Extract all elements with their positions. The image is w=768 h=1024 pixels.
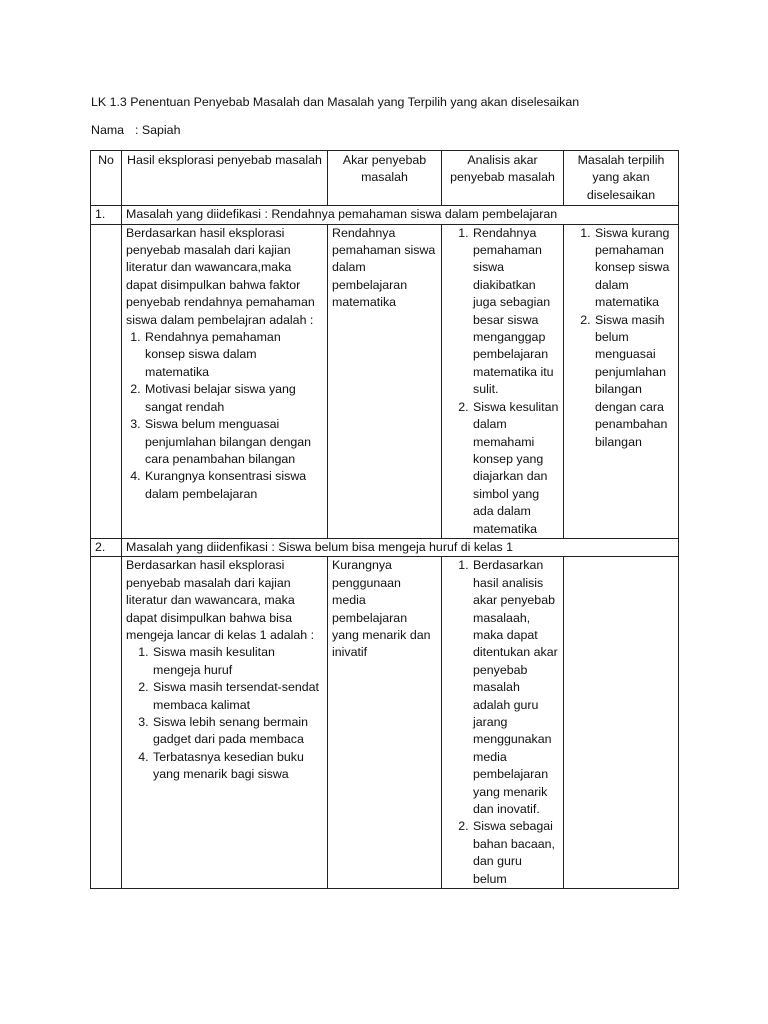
akar-cell: Kurangnya penggunaan media pembelajaran yang menarik dan inivatif	[328, 557, 442, 889]
table-header-row	[91, 151, 679, 206]
section-number: 2.	[91, 538, 122, 556]
section-title: Masalah yang diidenfikasi : Siswa belum bisa mengeja huruf di kelas 1	[122, 538, 679, 556]
section-content-row	[91, 557, 679, 889]
list-item: 1. Siswa masih kesulitan mengeja huruf	[152, 644, 323, 679]
list-item: 2. Siswa sebagai bahan bacaan, dan guru belum	[472, 818, 559, 888]
list-item: 3. Siswa lebih senang bermain gadget dari pada membaca	[152, 714, 323, 749]
list-item: 2. Siswa masih tersendat-sendat membaca kalimat	[152, 679, 323, 714]
header-hasil: Hasil eksplorasi penyebab masalah	[122, 151, 328, 206]
header-analisis: Analisis akar penyebab masalah	[442, 151, 564, 206]
document-title: LK 1.3 Penentuan Penyebab Masalah dan Masalah yang Terpilih yang akan diselesaikan	[91, 95, 580, 109]
header-akar: Akar penyebab masalah	[328, 151, 442, 206]
list-item: 4. Terbatasnya kesedian buku yang menarik bagi siswa	[152, 749, 323, 784]
hasil-cell	[122, 224, 328, 538]
name-value: : Sapiah	[135, 123, 181, 137]
header-masalah: Masalah terpilih yang akan diselesaikan	[564, 151, 679, 206]
hasil-cell	[122, 557, 328, 889]
masalah-list	[568, 225, 674, 451]
list-item: 1. Rendahnya pemahaman konsep siswa dalam matematika	[144, 329, 323, 381]
section-content-row	[91, 224, 679, 538]
hasil-list	[126, 329, 323, 503]
problem-analysis-table	[90, 150, 679, 889]
name-line	[91, 122, 180, 140]
list-item: 1. Siswa kurang pemahaman konsep siswa dalam matematika	[594, 225, 674, 312]
analisis-cell	[442, 224, 564, 538]
analisis-cell	[442, 557, 564, 889]
masalah-cell	[564, 224, 679, 538]
hasil-list	[126, 644, 323, 783]
section-number-cell	[91, 557, 122, 889]
akar-cell: Rendahnya pemahaman siswa dalam pembelajaran matematika	[328, 224, 442, 538]
list-item: 3. Siswa belum menguasai penjumlahan bilangan dengan cara penambahan bilangan	[144, 416, 323, 468]
hasil-intro: Berdasarkan hasil eksplorasi penyebab masalah dari kajian literatur dan wawancara,maka dapat disimpulkan bahwa faktor penyebab rendahnya pemahaman siswa dalam pembelajran adalah :	[126, 225, 315, 327]
list-item: 1. Berdasarkan hasil analisis akar penyebab masalaah, maka dapat ditentukan akar penyebab masalah adalah guru jarang menggunakan media pembelajaran yang menarik dan inovatif.	[472, 557, 559, 818]
section-title-row	[91, 206, 679, 224]
header-no: No	[91, 151, 122, 206]
list-item: 2. Siswa kesulitan dalam memahami konsep yang diajarkan dan simbol yang ada dalam matematika	[472, 399, 559, 538]
section-title: Masalah yang diidefikasi : Rendahnya pemahaman siswa dalam pembelajaran	[122, 206, 679, 224]
section-number-cell	[91, 224, 122, 538]
list-item: 2. Motivasi belajar siswa yang sangat rendah	[144, 381, 323, 416]
section-title-row	[91, 538, 679, 556]
list-item: 1. Rendahnya pemahaman siswa diakibatkan juga sebagian besar siswa menganggap pembelajaran matematika itu sulit.	[472, 225, 559, 399]
section-number: 1.	[91, 206, 122, 224]
list-item: 4. Kurangnya konsentrasi siswa dalam pembelajaran	[144, 468, 323, 503]
analisis-list	[446, 557, 559, 888]
masalah-cell	[564, 557, 679, 889]
hasil-intro: Berdasarkan hasil eksplorasi penyebab masalah dari kajian literatur dan wawancara, maka dapat disimpulkan bahwa bisa mengeja lancar di kelas 1 adalah :	[126, 558, 315, 642]
name-label: Nama	[91, 123, 125, 137]
list-item: 2. Siswa masih belum menguasai penjumlahan bilangan dengan cara penambahan bilangan	[594, 312, 674, 451]
analisis-list	[446, 225, 559, 538]
